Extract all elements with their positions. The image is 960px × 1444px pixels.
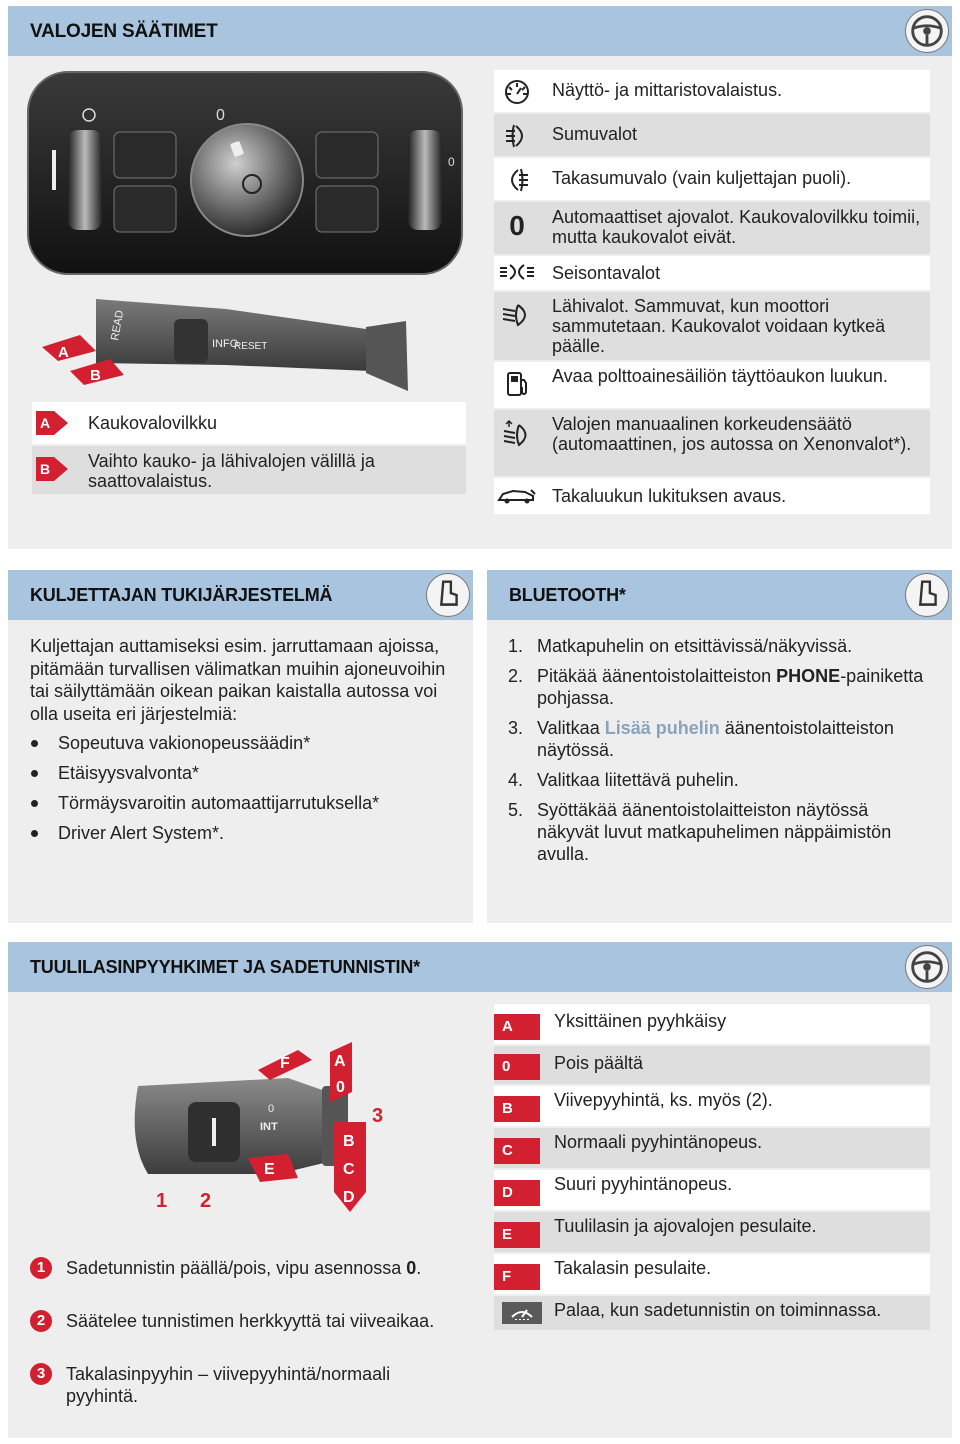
callout-row-b [32,446,466,494]
bt-step-5: 5. Syöttäkää äänentoistolaitteiston näytössä näkyvät luvut matkapuhelimen näppäimistön avulla. [508,800,892,864]
note-2: Säätelee tunnistimen herkkyyttä tai viiveaikaa. [66,1311,435,1331]
driver-bullet: Törmäysvaroitin automaattijarrutuksella* [58,793,380,813]
symbol-row-trunk [494,478,930,514]
symbol-text: Avaa polttoainesäiliön täyttöaukon luukun. [552,366,888,386]
symbol-text: Lähivalot. Sammuvat, kun moottori sammutetaan. Kaukovalot voidaan kytkeä päälle. [552,296,886,356]
wiper-zero-label: 0 [268,1103,275,1115]
bt-step-1: 1. Matkapuhelin on etsittävissä/näkyvissä. [508,636,853,656]
low-beam-icon [494,302,540,328]
driver-seat-icon [426,573,470,617]
wiper-pos-row: E Tuulilasin ja ajovalojen pesulaite. [494,1212,930,1252]
symbol-row-parking [494,256,930,290]
symbol-text: Näyttö- ja mittaristovalaistus. [552,80,783,100]
wiper-label-0: 0 [336,1079,345,1096]
note-3: Takalasinpyyhin – viivepyyhintä/normaali pyyhintä. [66,1364,391,1406]
panel-zero-label: 0 [216,107,225,124]
bt-step-3: 3. Valitkaa Lisää puhelin äänentoistolaitteiston näytössä. [508,718,894,760]
wiper-label-3: 3 [372,1105,384,1127]
callout-text-b: Vaihto kauko- ja lähivalojen välillä ja saattovalaistus. [88,451,375,491]
driver-bullet: Driver Alert System*. [58,823,225,843]
wiper-pos-row: F Takalasin pesulaite. [494,1254,930,1294]
symbol-row-rear-fog [494,158,930,200]
symbol-row-level [494,410,930,476]
wiper-pos-row: B Viivepyyhintä, ks. myös (2). [494,1086,930,1126]
rain-sensor-icon [502,1302,542,1324]
wiper-pos-row: Palaa, kun sadetunnistin on toiminnassa. [494,1296,930,1330]
callout-tag-a: A [36,411,54,435]
bluetooth-title: BLUETOOTH* [509,585,626,605]
headlight-level-icon [494,420,540,450]
rear-fog-icon [494,167,540,193]
driver-bullet: Etäisyysvalvonta* [58,763,200,783]
note-1: Sadetunnistin päällä/pois, vipu asennossa 0. [66,1258,422,1278]
driver-header [8,570,473,620]
wiper-stalk-image [108,1042,448,1242]
symbol-text: Automaattiset ajovalot. Kaukovalovilkku toimii, mutta kaukovalot eivät. [552,207,921,247]
bluetooth-section [487,570,952,923]
bt-step-4: 4. Valitkaa liitettävä puhelin. [508,770,739,790]
stalk-reset-label: RESET [234,341,268,352]
wiper-label-d: D [343,1189,355,1206]
trunk-icon [494,486,540,506]
stalk-callout-a: A [58,344,69,361]
callout-tag-b: B [36,457,54,481]
symbol-row-auto [494,202,930,254]
wiper-label-a: A [334,1053,346,1070]
wiper-pos-row: 0 Pois päältä [494,1046,930,1084]
lights-header [8,6,952,56]
note-number-2: 2 [30,1310,52,1332]
driver-title: KULJETTAJAN TUKIJÄRJESTELMÄ [30,585,333,605]
driver-support-section [8,570,473,923]
wiper-label-f: F [280,1055,290,1072]
lights-title: VALOJEN SÄÄTIMET [30,21,218,42]
wiper-label-b: B [343,1133,355,1150]
symbol-row-low-beam [494,292,930,360]
symbol-text: Takaluukun lukituksen avaus. [552,486,787,506]
symbol-text: Takasumuvalo (vain kuljettajan puoli). [552,168,852,188]
wipers-steering-icon [905,945,949,989]
wiper-label-1: 1 [156,1190,168,1212]
symbol-row-dashboard [494,70,930,112]
light-switch-panel-image [26,70,464,276]
wipers-section [8,942,952,1438]
parking-lights-icon [494,262,540,282]
wiper-pos-row: A Yksittäinen pyyhkäisy [494,1004,930,1044]
stalk-callout-b: B [90,367,101,384]
stalk-info-label: INFO [212,338,239,350]
wipers-header [8,942,952,992]
symbol-text: Sumuvalot [552,124,638,144]
wiper-pos-row: D Suuri pyyhintänopeus. [494,1170,930,1210]
bluetooth-header [487,570,952,620]
stalk-read-label: READ [109,309,127,342]
bluetooth-seat-icon [905,573,949,617]
driver-bullet: Sopeutuva vakionopeussäädin* [58,733,311,753]
note-number-1: 1 [30,1257,52,1279]
wiper-label-c: C [343,1161,355,1178]
lights-section [8,6,952,549]
wiper-pos-row: C Normaali pyyhintänopeus. [494,1128,930,1168]
symbol-row-fog [494,114,930,156]
symbol-row-fuel [494,362,930,408]
zero-symbol: 0 [509,210,525,241]
bt-step-2: 2. Pitäkää äänentoistolaitteiston PHONE-painiketta pohjassa. [508,666,924,708]
dashboard-lighting-icon [494,79,540,105]
note-number-3: 3 [30,1363,52,1385]
steering-wheel-icon [905,9,949,53]
add-phone-menu-label: Lisää puhelin [604,718,720,738]
symbol-text: Valojen manuaalinen korkeudensäätö (automaattinen, jos autossa on Xenonvalot*). [552,414,912,454]
driver-intro: Kuljettajan auttamiseksi esim. jarruttamaan ajoissa, pitämään turvallisen välimatkan muihin ajoneuvoihin tai säilyttämään oikean paikan kaistalla autossa voi olla useita eri järjestelmiä: [30,636,446,724]
wipers-title: TUULILASINPYYHKIMET JA SADETUNNISTIN* [30,957,420,977]
callout-row-a [32,402,466,444]
wiper-label-e: E [264,1161,275,1178]
stalk-image [26,281,466,401]
fuel-icon [494,370,540,398]
phone-button-label: PHONE [776,666,841,686]
symbol-text: Seisontavalot [552,263,661,283]
wiper-int-label: INT [260,1121,278,1133]
wiper-label-2: 2 [200,1190,212,1212]
callout-text-a: Kaukovalovilkku [88,413,218,433]
panel-ring-zero-label: 0 [448,155,455,169]
front-fog-icon [494,123,540,149]
